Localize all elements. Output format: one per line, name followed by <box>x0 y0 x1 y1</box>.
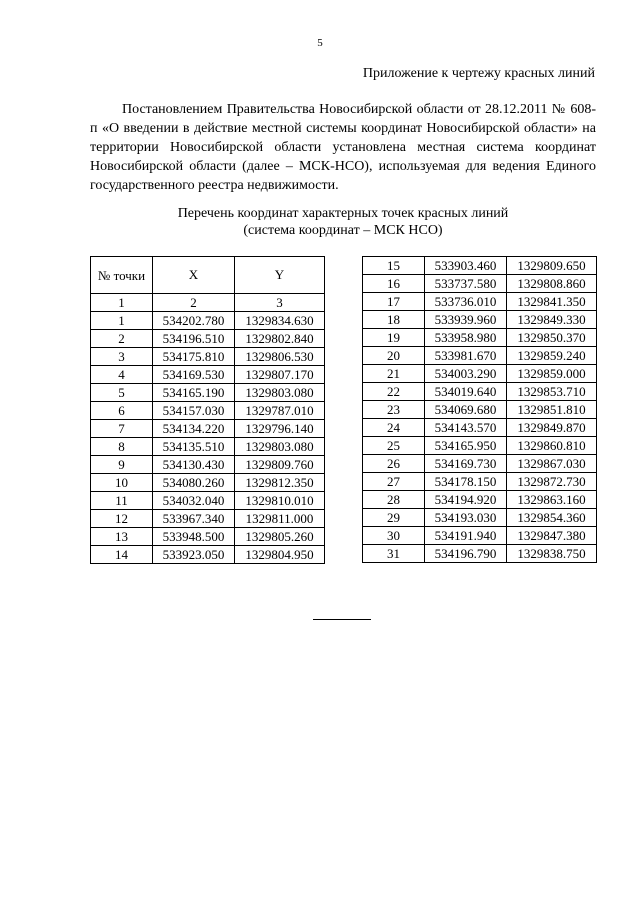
table-row <box>91 420 325 438</box>
y-coordinate-cell: 1329854.360 <box>507 509 597 527</box>
point-number-cell: 3 <box>91 348 153 366</box>
x-coordinate-cell: 533903.460 <box>425 257 507 275</box>
point-number-cell: 26 <box>363 455 425 473</box>
y-coordinate-cell: 1329806.530 <box>235 348 325 366</box>
point-number-cell: 10 <box>91 474 153 492</box>
x-coordinate-cell: 533981.670 <box>425 347 507 365</box>
point-number-cell: 25 <box>363 437 425 455</box>
point-number-cell: 30 <box>363 527 425 545</box>
point-number-cell: 11 <box>91 492 153 510</box>
x-coordinate-cell: 533967.340 <box>153 510 235 528</box>
header-y: Y <box>235 257 325 294</box>
point-number-cell: 2 <box>91 330 153 348</box>
point-number-cell: 22 <box>363 383 425 401</box>
point-number-cell: 12 <box>91 510 153 528</box>
point-number-cell: 31 <box>363 545 425 563</box>
point-number-cell: 27 <box>363 473 425 491</box>
x-coordinate-cell: 533948.500 <box>153 528 235 546</box>
appendix-title: Приложение к чертежу красных линий <box>362 66 595 81</box>
x-coordinate-cell: 534193.030 <box>425 509 507 527</box>
y-coordinate-cell: 1329867.030 <box>507 455 597 473</box>
table-row <box>363 401 597 419</box>
table-right-body <box>363 257 597 563</box>
point-number-cell: 7 <box>91 420 153 438</box>
table-row <box>91 474 325 492</box>
x-coordinate-cell: 534130.430 <box>153 456 235 474</box>
y-coordinate-cell: 1329841.350 <box>507 293 597 311</box>
point-number-cell: 28 <box>363 491 425 509</box>
y-coordinate-cell: 1329872.730 <box>507 473 597 491</box>
x-coordinate-cell: 534157.030 <box>153 402 235 420</box>
x-coordinate-cell: 534135.510 <box>153 438 235 456</box>
point-number-cell: 29 <box>363 509 425 527</box>
y-coordinate-cell: 1329803.080 <box>235 384 325 402</box>
y-coordinate-cell: 1329834.630 <box>235 312 325 330</box>
y-coordinate-cell: 1329853.710 <box>507 383 597 401</box>
y-coordinate-cell: 1329850.370 <box>507 329 597 347</box>
table-row <box>363 293 597 311</box>
y-coordinate-cell: 1329847.380 <box>507 527 597 545</box>
table-row <box>363 311 597 329</box>
table-row <box>363 473 597 491</box>
y-coordinate-cell: 1329805.260 <box>235 528 325 546</box>
y-coordinate-cell: 1329796.140 <box>235 420 325 438</box>
y-coordinate-cell: 1329851.810 <box>507 401 597 419</box>
intro-paragraph: Постановлением Правительства Новосибирской области от 28.12.2011 № 608-п «О введении в действие местной системы координат Новосибирской области» на территории Новосибирской области установлена местная система координат Новосибирской области (далее – МСК-НСО), используемая для ведения Единого государственного реестра недвижимости. <box>90 102 596 193</box>
x-coordinate-cell: 533923.050 <box>153 546 235 564</box>
y-coordinate-cell: 1329809.760 <box>235 456 325 474</box>
x-coordinate-cell: 534143.570 <box>425 419 507 437</box>
x-coordinate-cell: 534032.040 <box>153 492 235 510</box>
closing-line <box>313 619 371 620</box>
x-coordinate-cell: 533958.980 <box>425 329 507 347</box>
table-row <box>363 545 597 563</box>
point-number-cell: 20 <box>363 347 425 365</box>
point-number-cell: 15 <box>363 257 425 275</box>
x-coordinate-cell: 534196.510 <box>153 330 235 348</box>
y-coordinate-cell: 1329811.000 <box>235 510 325 528</box>
column-number-2: 2 <box>153 294 235 312</box>
coordinates-table-left <box>90 256 325 564</box>
list-title-line-1: Перечень координат характерных точек красных линий <box>177 206 509 221</box>
y-coordinate-cell: 1329863.160 <box>507 491 597 509</box>
y-coordinate-cell: 1329803.080 <box>235 438 325 456</box>
table-row <box>363 491 597 509</box>
x-coordinate-cell: 534175.810 <box>153 348 235 366</box>
y-coordinate-cell: 1329849.870 <box>507 419 597 437</box>
table-row <box>363 419 597 437</box>
column-number-3: 3 <box>235 294 325 312</box>
column-number-1: 1 <box>91 294 153 312</box>
y-coordinate-cell: 1329859.240 <box>507 347 597 365</box>
x-coordinate-cell: 533939.960 <box>425 311 507 329</box>
x-coordinate-cell: 534165.190 <box>153 384 235 402</box>
y-coordinate-cell: 1329802.840 <box>235 330 325 348</box>
y-coordinate-cell: 1329808.860 <box>507 275 597 293</box>
table-row <box>91 546 325 564</box>
x-coordinate-cell: 534202.780 <box>153 312 235 330</box>
x-coordinate-cell: 534134.220 <box>153 420 235 438</box>
table-row <box>363 527 597 545</box>
y-coordinate-cell: 1329787.010 <box>235 402 325 420</box>
x-coordinate-cell: 534196.790 <box>425 545 507 563</box>
y-coordinate-cell: 1329859.000 <box>507 365 597 383</box>
table-row <box>363 329 597 347</box>
table-row <box>363 365 597 383</box>
point-number-cell: 17 <box>363 293 425 311</box>
point-number-cell: 8 <box>91 438 153 456</box>
point-number-cell: 18 <box>363 311 425 329</box>
list-title-line-2: (система координат – МСК НСО) <box>243 223 443 238</box>
table-row <box>91 384 325 402</box>
y-coordinate-cell: 1329804.950 <box>235 546 325 564</box>
y-coordinate-cell: 1329860.810 <box>507 437 597 455</box>
table-row <box>363 437 597 455</box>
point-number-cell: 23 <box>363 401 425 419</box>
table-row <box>363 509 597 527</box>
y-coordinate-cell: 1329807.170 <box>235 366 325 384</box>
point-number-cell: 14 <box>91 546 153 564</box>
table-row <box>363 455 597 473</box>
table-row <box>363 257 597 275</box>
y-coordinate-cell: 1329838.750 <box>507 545 597 563</box>
y-coordinate-cell: 1329809.650 <box>507 257 597 275</box>
table-row <box>91 366 325 384</box>
x-coordinate-cell: 533736.010 <box>425 293 507 311</box>
point-number-cell: 6 <box>91 402 153 420</box>
table-row <box>91 348 325 366</box>
point-number-cell: 24 <box>363 419 425 437</box>
y-coordinate-cell: 1329810.010 <box>235 492 325 510</box>
point-number-cell: 21 <box>363 365 425 383</box>
table-row <box>91 312 325 330</box>
y-coordinate-cell: 1329812.350 <box>235 474 325 492</box>
x-coordinate-cell: 534165.950 <box>425 437 507 455</box>
point-number-cell: 13 <box>91 528 153 546</box>
x-coordinate-cell: 534169.730 <box>425 455 507 473</box>
table-header-row <box>91 257 325 294</box>
coordinates-list-title <box>0 205 640 239</box>
table-left-body <box>91 312 325 564</box>
x-coordinate-cell: 534178.150 <box>425 473 507 491</box>
x-coordinate-cell: 534080.260 <box>153 474 235 492</box>
table-row <box>91 330 325 348</box>
point-number-cell: 5 <box>91 384 153 402</box>
x-coordinate-cell: 534069.680 <box>425 401 507 419</box>
y-coordinate-cell: 1329849.330 <box>507 311 597 329</box>
x-coordinate-cell: 534169.530 <box>153 366 235 384</box>
header-point-number: № точки <box>91 257 153 294</box>
table-row <box>363 347 597 365</box>
table-row <box>91 528 325 546</box>
column-number-row <box>91 294 325 312</box>
table-row <box>363 383 597 401</box>
point-number-cell: 19 <box>363 329 425 347</box>
table-row <box>363 275 597 293</box>
x-coordinate-cell: 534194.920 <box>425 491 507 509</box>
coordinates-table-right <box>362 256 597 563</box>
point-number-cell: 1 <box>91 312 153 330</box>
x-coordinate-cell: 534191.940 <box>425 527 507 545</box>
table-row <box>91 456 325 474</box>
page-number: 5 <box>317 37 323 49</box>
header-x: X <box>153 257 235 294</box>
x-coordinate-cell: 533737.580 <box>425 275 507 293</box>
table-row <box>91 510 325 528</box>
point-number-cell: 16 <box>363 275 425 293</box>
point-number-cell: 4 <box>91 366 153 384</box>
point-number-cell: 9 <box>91 456 153 474</box>
x-coordinate-cell: 534003.290 <box>425 365 507 383</box>
table-row <box>91 438 325 456</box>
table-row <box>91 492 325 510</box>
x-coordinate-cell: 534019.640 <box>425 383 507 401</box>
table-row <box>91 402 325 420</box>
